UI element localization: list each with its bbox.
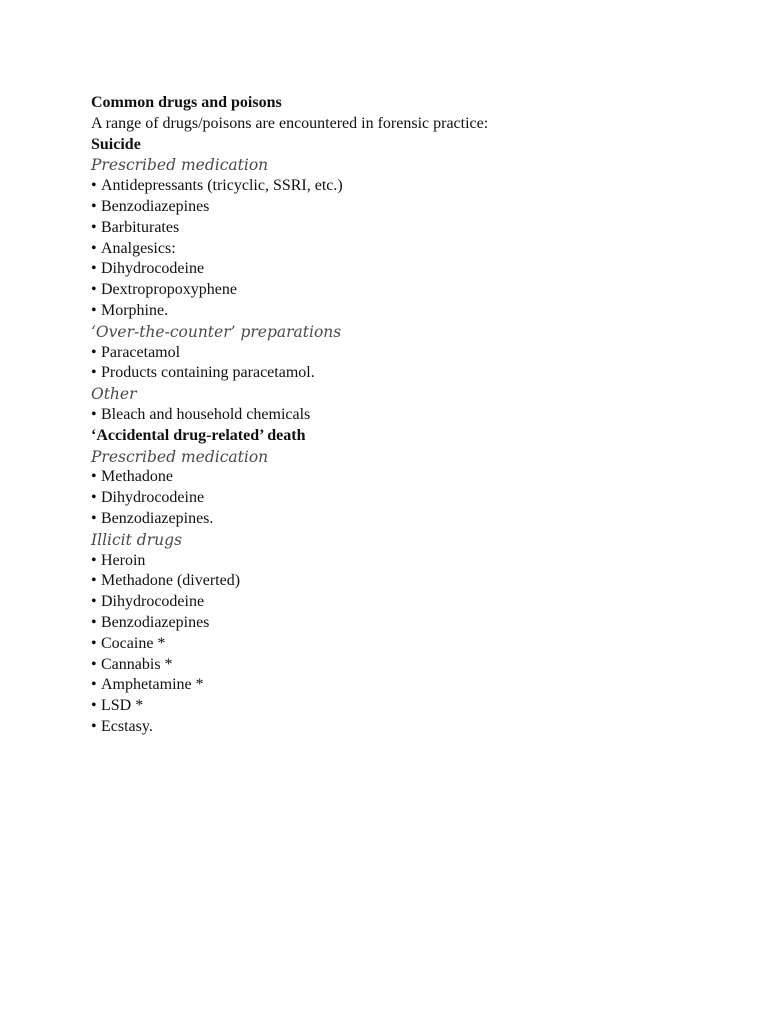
- document-intro: A range of drugs/poisons are encountered in forensic practice:: [91, 114, 489, 132]
- list-item: • Morphine.: [91, 301, 731, 322]
- group-prescribed-medication: [91, 155, 731, 321]
- list-item: • Cannabis *: [91, 655, 731, 676]
- bullet-icon: •: [91, 218, 97, 236]
- list-item: • Dihydrocodeine: [91, 592, 731, 613]
- group-illicit-drugs: [91, 530, 731, 738]
- bullet-icon: •: [91, 509, 97, 527]
- bullet-icon: •: [91, 717, 97, 735]
- list-item: • Antidepressants (tricyclic, SSRI, etc.): [91, 176, 731, 197]
- bullet-icon: •: [91, 405, 97, 423]
- list-item: • Benzodiazepines.: [91, 509, 731, 530]
- list-item: • Heroin: [91, 551, 731, 572]
- list-item: • Paracetamol: [91, 343, 731, 364]
- group-subheading: Prescribed medication: [91, 156, 269, 175]
- list-item: • Methadone: [91, 467, 731, 488]
- bullet-icon: •: [91, 239, 97, 257]
- bullet-icon: •: [91, 551, 97, 569]
- list-item: • Ecstasy.: [91, 717, 731, 738]
- bullet-icon: •: [91, 572, 97, 590]
- list-item: • Benzodiazepines: [91, 613, 731, 634]
- group-subheading: Other: [91, 385, 137, 404]
- bullet-icon: •: [91, 697, 97, 715]
- group-other: [91, 384, 731, 426]
- bullet-icon: •: [91, 655, 97, 673]
- list-item: • LSD *: [91, 696, 731, 717]
- bullet-icon: •: [91, 177, 97, 195]
- section-heading: ‘Accidental drug-related’ death: [91, 426, 306, 444]
- bullet-icon: •: [91, 468, 97, 486]
- section-accidental-death: [91, 426, 731, 738]
- bullet-icon: •: [91, 281, 97, 299]
- list-item: • Methadone (diverted): [91, 571, 731, 592]
- list-item: • Dihydrocodeine: [91, 488, 731, 509]
- bullet-icon: •: [91, 634, 97, 652]
- list-item: • Benzodiazepines: [91, 197, 731, 218]
- list-item: • Cocaine *: [91, 634, 731, 655]
- group-subheading: Prescribed medication: [91, 447, 269, 466]
- list-item: • Products containing paracetamol.: [91, 363, 731, 384]
- list-item: • Dihydrocodeine: [91, 259, 731, 280]
- section-heading: Suicide: [91, 135, 141, 153]
- bullet-icon: •: [91, 676, 97, 694]
- list-item: • Amphetamine *: [91, 675, 731, 696]
- bullet-icon: •: [91, 260, 97, 278]
- group-subheading: ‘Over-the-counter’ preparations: [91, 322, 342, 341]
- group-prescribed-medication: [91, 447, 731, 530]
- list-item: • Dextropropoxyphene: [91, 280, 731, 301]
- bullet-icon: •: [91, 364, 97, 382]
- bullet-icon: •: [91, 613, 97, 631]
- bullet-icon: •: [91, 593, 97, 611]
- section-suicide: [91, 135, 731, 426]
- list-item: • Bleach and household chemicals: [91, 405, 731, 426]
- list-item: • Analgesics:: [91, 239, 731, 260]
- document-title: Common drugs and poisons: [91, 94, 282, 111]
- bullet-icon: •: [91, 197, 97, 215]
- group-over-the-counter: [91, 322, 731, 384]
- list-item: • Barbiturates: [91, 218, 731, 239]
- document-page: [91, 93, 731, 738]
- bullet-icon: •: [91, 343, 97, 361]
- group-subheading: Illicit drugs: [91, 530, 182, 549]
- bullet-icon: •: [91, 489, 97, 507]
- bullet-icon: •: [91, 301, 97, 319]
